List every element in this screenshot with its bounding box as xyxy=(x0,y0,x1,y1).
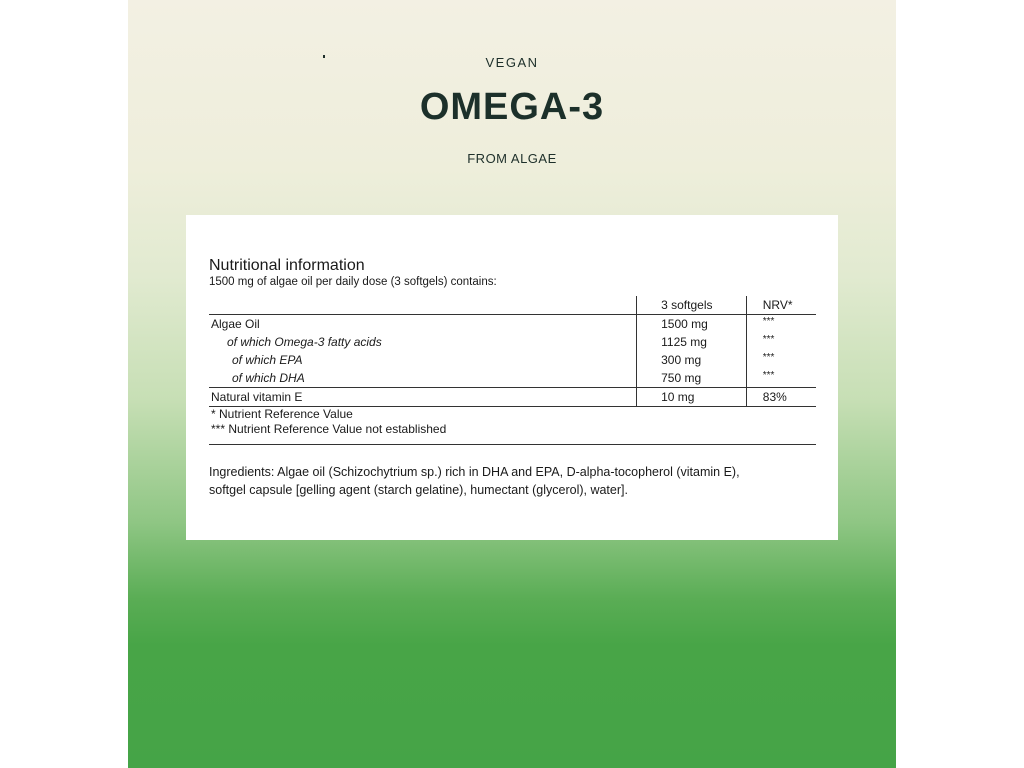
divider xyxy=(209,444,816,445)
nutrition-heading: Nutritional information xyxy=(209,257,365,274)
row-name: Algae Oil xyxy=(211,317,260,331)
row-nrv: *** xyxy=(762,370,775,381)
header-cell-amount: 3 softgels xyxy=(637,296,747,315)
product-panel xyxy=(128,0,896,768)
row-nrv: *** xyxy=(762,316,775,327)
row-name: of which DHA xyxy=(209,369,637,388)
ingredients-line-1: Ingredients: Algae oil (Schizochytrium sp.) rich in DHA and EPA, D-alpha-tocopherol (vitamin E), xyxy=(209,465,740,479)
product-subtitle: FROM ALGAE xyxy=(467,151,557,166)
row-amount: 1500 mg xyxy=(637,315,747,334)
table-row xyxy=(209,333,816,351)
table-row xyxy=(209,315,816,334)
footnote-nrv-not-established: *** Nutrient Reference Value not established xyxy=(211,422,447,436)
row-amount: 750 mg xyxy=(637,369,747,388)
row-amount: 10 mg xyxy=(637,388,747,407)
nutrition-table xyxy=(209,296,816,407)
row-nrv: *** xyxy=(762,334,775,345)
table-row xyxy=(209,369,816,388)
row-name: Natural vitamin E xyxy=(209,388,637,407)
table-row xyxy=(209,388,816,407)
product-title: OMEGA-3 xyxy=(419,86,605,128)
ingredients-text xyxy=(209,463,829,499)
row-amount: 1125 mg xyxy=(637,333,747,351)
nutrition-card xyxy=(186,215,838,540)
table-header-row xyxy=(209,296,816,315)
row-nrv: 83% xyxy=(746,388,816,407)
nutrition-subheading: 1500 mg of algae oil per daily dose (3 softgels) contains: xyxy=(209,276,497,288)
row-nrv: *** xyxy=(762,352,775,363)
header-cell-nrv: NRV* xyxy=(746,296,816,315)
row-name: of which Omega-3 fatty acids xyxy=(227,335,382,349)
ingredients-line-2: softgel capsule [gelling agent (starch gelatine), humectant (glycerol), water]. xyxy=(209,483,628,497)
header-cell-name xyxy=(209,296,637,315)
row-amount: 300 mg xyxy=(637,351,747,369)
row-name: of which EPA xyxy=(232,353,303,367)
footnote-nrv: * Nutrient Reference Value xyxy=(211,407,353,421)
table-row xyxy=(209,351,816,369)
vegan-label: VEGAN xyxy=(485,55,539,70)
